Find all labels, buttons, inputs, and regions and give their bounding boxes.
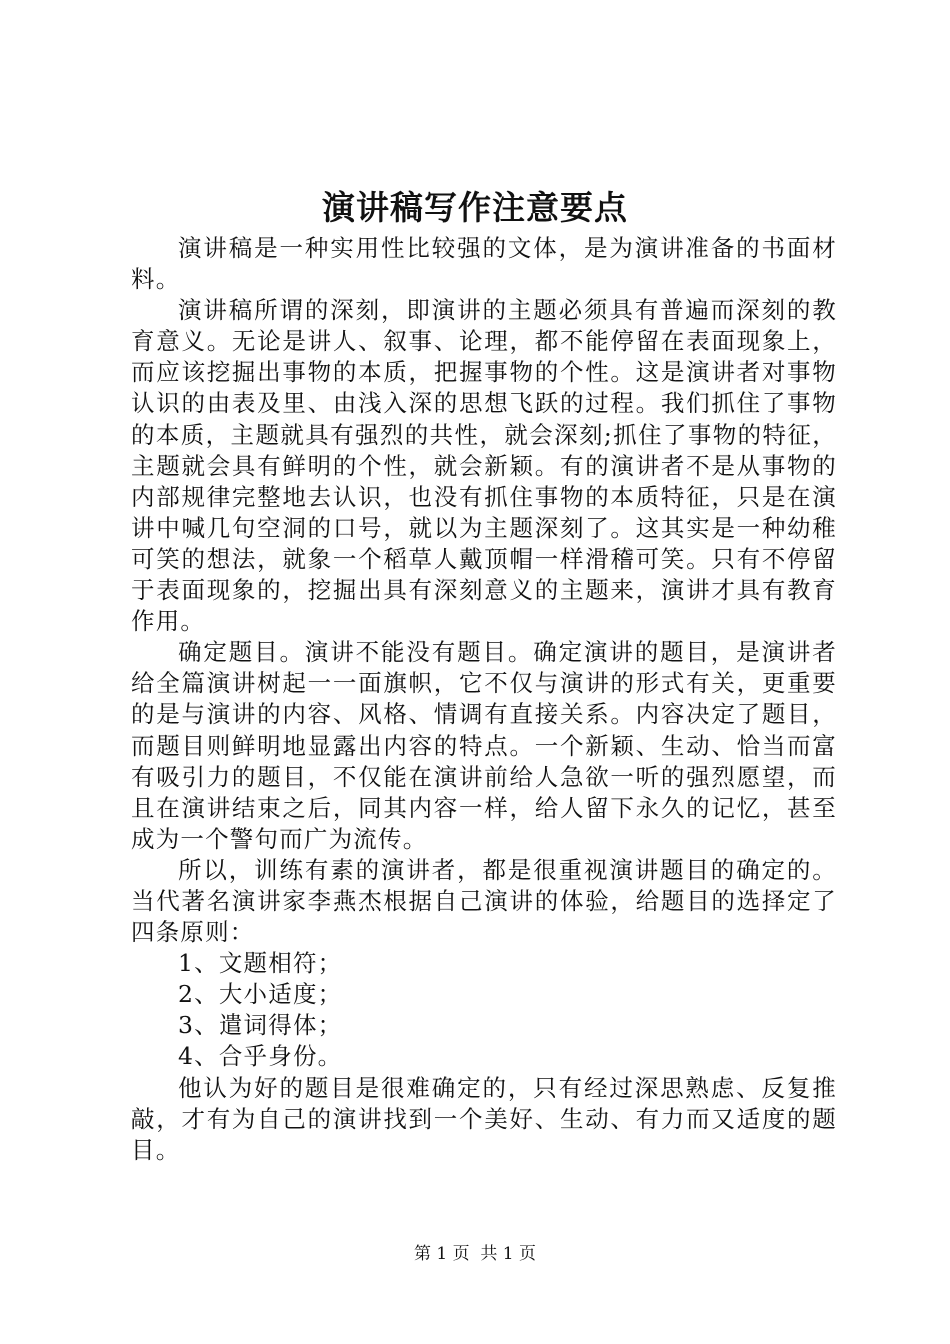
paragraph-title-choice: 确定题目。演讲不能没有题目。确定演讲的题目，是演讲者给全篇演讲树起一一面旗帜，它不仅与演讲的形式有关，更重要的是与演讲的内容、风格、情调有直接关系。内容决定了题目，而题目则鲜明地显露出内容的特点。一个新颖、生动、恰当而富有吸引力的题目，不仅能在演讲前给人急欲一听的强烈愿望，而且在演讲结束之后，同其内容一样，给人留下永久的记忆，甚至成为一个警句而广为流传。 <box>131 638 837 853</box>
paragraph-intro: 演讲稿是一种实用性比较强的文体，是为演讲准备的书面材料。 <box>131 234 837 294</box>
rule-item-1: 1、文题相符； <box>178 949 343 978</box>
document-title: 演讲稿写作注意要点 <box>322 188 628 227</box>
document-body <box>131 233 837 1166</box>
paragraph-closing: 他认为好的题目是很难确定的，只有经过深思熟虑、反复推敲，才有为自己的演讲找到一个美好、生动、有力而又适度的题目。 <box>131 1073 837 1164</box>
rule-item-2: 2、大小适度； <box>178 980 343 1009</box>
rule-item-3: 3、遣词得体； <box>178 1011 343 1040</box>
paragraph-principles-intro: 所以，训练有素的演讲者，都是很重视演讲题目的确定的。当代著名演讲家李燕杰根据自己演讲的体验，给题目的选择定了四条原则： <box>131 855 837 947</box>
rule-item-4: 4、合乎身份。 <box>178 1042 343 1071</box>
page-number-footer: 第 1 页 共 1 页 <box>413 1244 537 1264</box>
paragraph-depth: 演讲稿所谓的深刻，即演讲的主题必须具有普遍而深刻的教育意义。无论是讲人、叙事、论理，都不能停留在表面现象上，而应该挖掘出事物的本质，把握事物的个性。这是演讲者对事物认识的由表及里、由浅入深的思想飞跃的过程。我们抓住了事物的本质，主题就具有强烈的共性，就会深刻;抓住了事物的特征，主题就会具有鲜明的个性，就会新颖。有的演讲者不是从事物的内部规律完整地去认识，也没有抓住事物的本质特征，只是在演讲中喊几句空洞的口号，就以为主题深刻了。这其实是一种幼稚可笑的想法，就象一个稻草人戴顶帽一样滑稽可笑。只有不停留于表面现象的，挖掘出具有深刻意义的主题来，演讲才具有教育作用。 <box>131 296 837 636</box>
